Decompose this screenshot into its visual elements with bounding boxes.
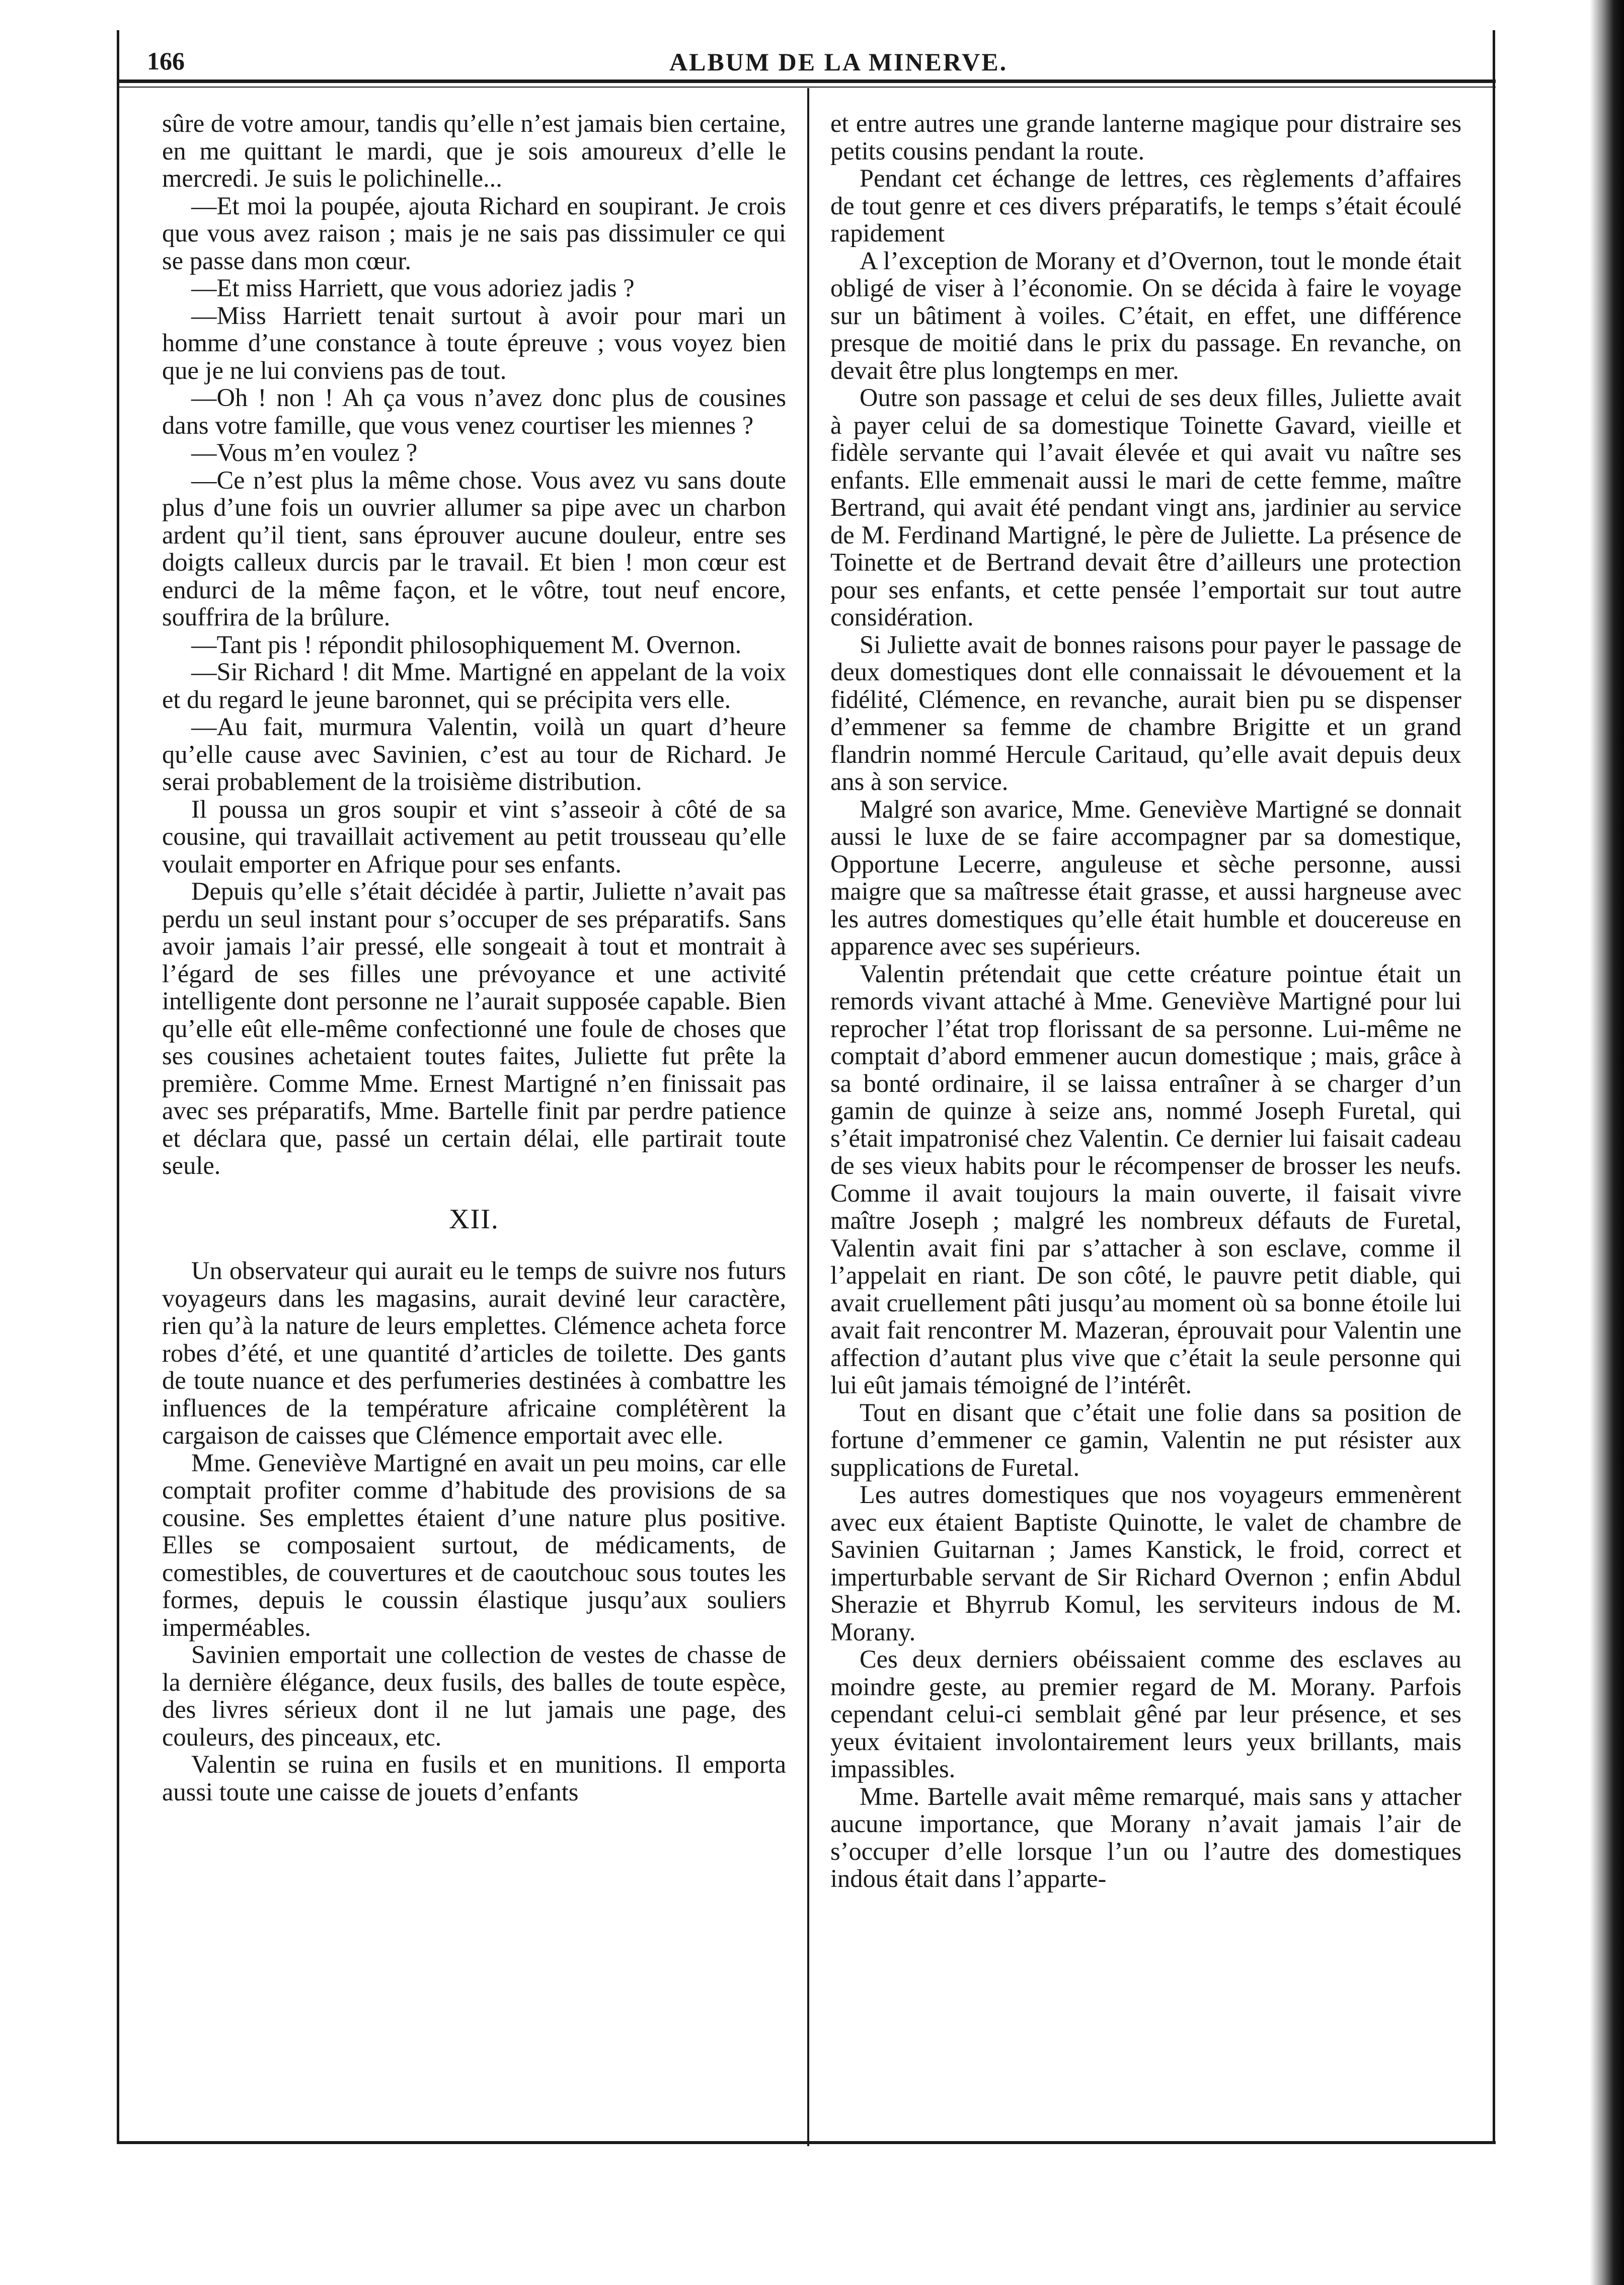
page-header-title: ALBUM DE LA MINERVE. [669, 48, 1008, 76]
paragraph: —Miss Harriett tenait surtout à avoir pour mari un homme d’une constance à toute épreuve ; vous voyez bien que je ne lui conviens pas de tout. [162, 301, 786, 384]
paragraph: sûre de votre amour, tandis qu’elle n’est jamais bien certaine, en me quittant le mardi, que je sois amoureux d’elle le mercredi. Je suis le polichinelle... [162, 109, 786, 192]
chapter-heading: XII. [449, 1203, 499, 1235]
paragraph: Mme. Bartelle avait même remarqué, mais sans y attacher aucune importance, que Morany n’avait jamais l’air de s’occuper d’elle lorsque l’un ou l’autre des domestiques indous était dans l’apparte- [830, 1782, 1461, 1893]
paragraph: —Au fait, murmura Valentin, voilà un quart d’heure qu’elle cause avec Savinien, c’est au tour de Richard. Je serai probablement de la troisième distribution. [162, 713, 786, 796]
paragraph: Valentin prétendait que cette créature pointue était un remords vivant attaché à Mme. Geneviève Martigné pour lui reprocher l’état trop florissant de sa personne. Lui-même ne comptait d’abord emmener aucun domestique ; mais, grâce à sa bonté ordinaire, il se laissa entraîner à se charger d’un gamin de quinze à seize ans, nommé Joseph Furetal, qui s’était impatronisé chez Valentin. Ce dernier lui faisait cadeau de ses vieux habits pour le récompenser de brosser les neufs. Comme il avait toujours la main ouverte, il faisait vivre maître Joseph ; malgré les nombreux défauts de Furetal, Valentin avait fini par s’attacher à son esclave, comme il l’appelait en riant. De son côté, le pauvre petit diable, qui avait cruellement pâti jusqu’au moment où sa bonne étoile lui avait fait rencontrer M. Mazeran, éprouvait pour Valentin une affection d’autant plus vive que c’était la seule personne qui lui eût jamais témoigné de l’intérêt. [830, 959, 1461, 1399]
paragraph: Un observateur qui aurait eu le temps de suivre nos futurs voyageurs dans les magasins, aurait deviné leur caractère, rien qu’à la nature de leurs emplettes. Clémence acheta force robes d’été, et une quantité d’articles de toilette. Des gants de toute nuance et des perfumeries destinées à combattre les influences de la température africaine complétèrent la cargaison de caisses que Clémence emportait avec elle. [162, 1256, 786, 1449]
frame-right-rule [1493, 30, 1495, 2144]
paragraph: —Et miss Harriett, que vous adoriez jadis ? [191, 274, 635, 302]
paragraph: Valentin se ruina en fusils et en munitions. Il emporta aussi toute une caisse de jouets d’enfants [162, 1750, 786, 1806]
paragraph: —Sir Richard ! dit Mme. Martigné en appelant de la voix et du regard le jeune baronnet, qui se précipita vers elle. [162, 658, 786, 714]
header-rule-thin [117, 87, 1496, 88]
paragraph: Depuis qu’elle s’était décidée à partir, Juliette n’avait pas perdu un seul instant pour s’occuper de ses préparatifs. Sans avoir jamais l’air pressé, elle songeait à tout et montrait à l’égard de ses filles une prévoyance et une activité intelligente dont personne ne l’aurait supposée capable. Bien qu’elle eût elle-même confectionné une foule de choses que ses cousines achetaient toutes faites, Juliette fut prête la première. Comme Mme. Ernest Martigné n’en finissait pas avec ses préparatifs, Mme. Bartelle finit par perdre patience et déclara que, passé un certain délai, elle partirait toute seule. [162, 877, 786, 1179]
paragraph: Ces deux derniers obéissaient comme des esclaves au moindre geste, au premier regard de M. Morany. Parfois cependant celui-ci semblait gêné par leur présence, et ses yeux évitaient involontairement leurs yeux brillants, mais impassibles. [830, 1645, 1461, 1783]
paragraph: Tout en disant que c’était une folie dans sa position de fortune d’emmener ce gamin, Valentin ne put résister aux supplications de Furetal. [830, 1398, 1461, 1481]
column-divider [807, 88, 809, 2146]
paragraph: Les autres domestiques que nos voyageurs emmenèrent avec eux étaient Baptiste Quinotte, le valet de chambre de Savinien Guitarnan ; James Kanstick, le froid, correct et imperturbable servant de Sir Richard Overnon ; enfin Abdul Sherazie et Bhyrrub Komul, les serviteurs indous de M. Morany. [830, 1480, 1461, 1646]
paragraph: Savinien emportait une collection de vestes de chasse de la dernière élégance, deux fusils, des balles de toute espèce, des livres sérieux dont il ne lut jamais une page, des couleurs, des pinceaux, etc. [162, 1640, 786, 1751]
right-text-column [830, 110, 1461, 1893]
paragraph: —Et moi la poupée, ajouta Richard en soupirant. Je crois que vous avez raison ; mais je ne sais pas dissimuler ce qui se passe dans mon cœur. [162, 191, 786, 275]
frame-left-rule [117, 30, 119, 2144]
paragraph: Pendant cet échange de lettres, ces règlements d’affaires de tout genre et ces divers préparatifs, le temps s’était écoulé rapidement [830, 164, 1461, 247]
paragraph: Il poussa un gros soupir et vint s’asseoir à côté de sa cousine, qui travaillait activement au petit trousseau qu’elle voulait emporter en Afrique pour ses enfants. [162, 795, 786, 878]
paragraph: Malgré son avarice, Mme. Geneviève Martigné se donnait aussi le luxe de se faire accompagner par sa domestique, Opportune Lecerre, anguleuse et sèche personne, aussi maigre que sa maîtresse était grasse, et aussi hargneuse avec les autres domestiques qu’elle était humble et doucereuse en apparence avec ses supérieurs. [830, 795, 1461, 960]
scanned-page-edge [1590, 0, 1624, 2285]
paragraph: Si Juliette avait de bonnes raisons pour payer le passage de deux domestiques dont elle connaissait le dévouement et la fidélité, Clémence, en revanche, aurait bien pu se dispenser d’emmener sa femme de chambre Brigitte et un grand flandrin nommé Hercule Caritaud, qu’elle avait depuis deux ans à son service. [830, 630, 1461, 796]
paragraph: Mme. Geneviève Martigné en avait un peu moins, car elle comptait profiter comme d’habitude des provisions de sa cousine. Ses emplettes étaient d’une nature plus positive. Elles se composaient surtout, de médicaments, de comestibles, de couvertures et de caoutchouc sous toutes les formes, depuis le coussin élastique jusqu’aux souliers imperméables. [162, 1448, 786, 1641]
paragraph: —Ce n’est plus la même chose. Vous avez vu sans doute plus d’une fois un ouvrier allumer sa pipe avec un charbon ardent qu’il tient, sans éprouver aucune douleur, entre ses doigts calleux durcis par le travail. Et bien ! mon cœur est endurci de la même façon, et le vôtre, tout neuf encore, souffrira de la brûlure. [162, 465, 786, 631]
paragraph: A l’exception de Morany et d’Overnon, tout le monde était obligé de viser à l’économie. On se décida à faire le voyage sur un bâtiment à voiles. C’était, en effet, une différence presque de moitié dans le prix du passage. En revanche, on devait être plus longtemps en mer. [830, 246, 1461, 384]
paragraph: —Vous m’en voulez ? [191, 438, 418, 466]
header-rule [117, 80, 1496, 83]
paragraph: —Oh ! non ! Ah ça vous n’avez donc plus de cousines dans votre famille, que vous venez courtiser les miennes ? [162, 383, 786, 439]
paragraph: et entre autres une grande lanterne magique pour distraire ses petits cousins pendant la route. [830, 109, 1461, 165]
left-text-column [162, 110, 786, 1805]
paragraph: —Tant pis ! répondit philosophiquement M. Overnon. [191, 630, 742, 659]
page-number: 166 [147, 47, 185, 75]
footer-rule [117, 2141, 1496, 2144]
paragraph: Outre son passage et celui de ses deux filles, Juliette avait à payer celui de sa domestique Toinette Gavard, vieille et fidèle servante qui l’avait élevée et qui avait vu naître ses enfants. Elle emmenait aussi le mari de cette femme, maître Bertrand, qui avait été pendant vingt ans, jardinier au service de M. Ferdinand Martigné, le père de Juliette. La présence de Toinette et de Bertrand devait être d’ailleurs une protection pour ses enfants, et cette pensée l’emportait sur tout autre considération. [830, 383, 1461, 631]
